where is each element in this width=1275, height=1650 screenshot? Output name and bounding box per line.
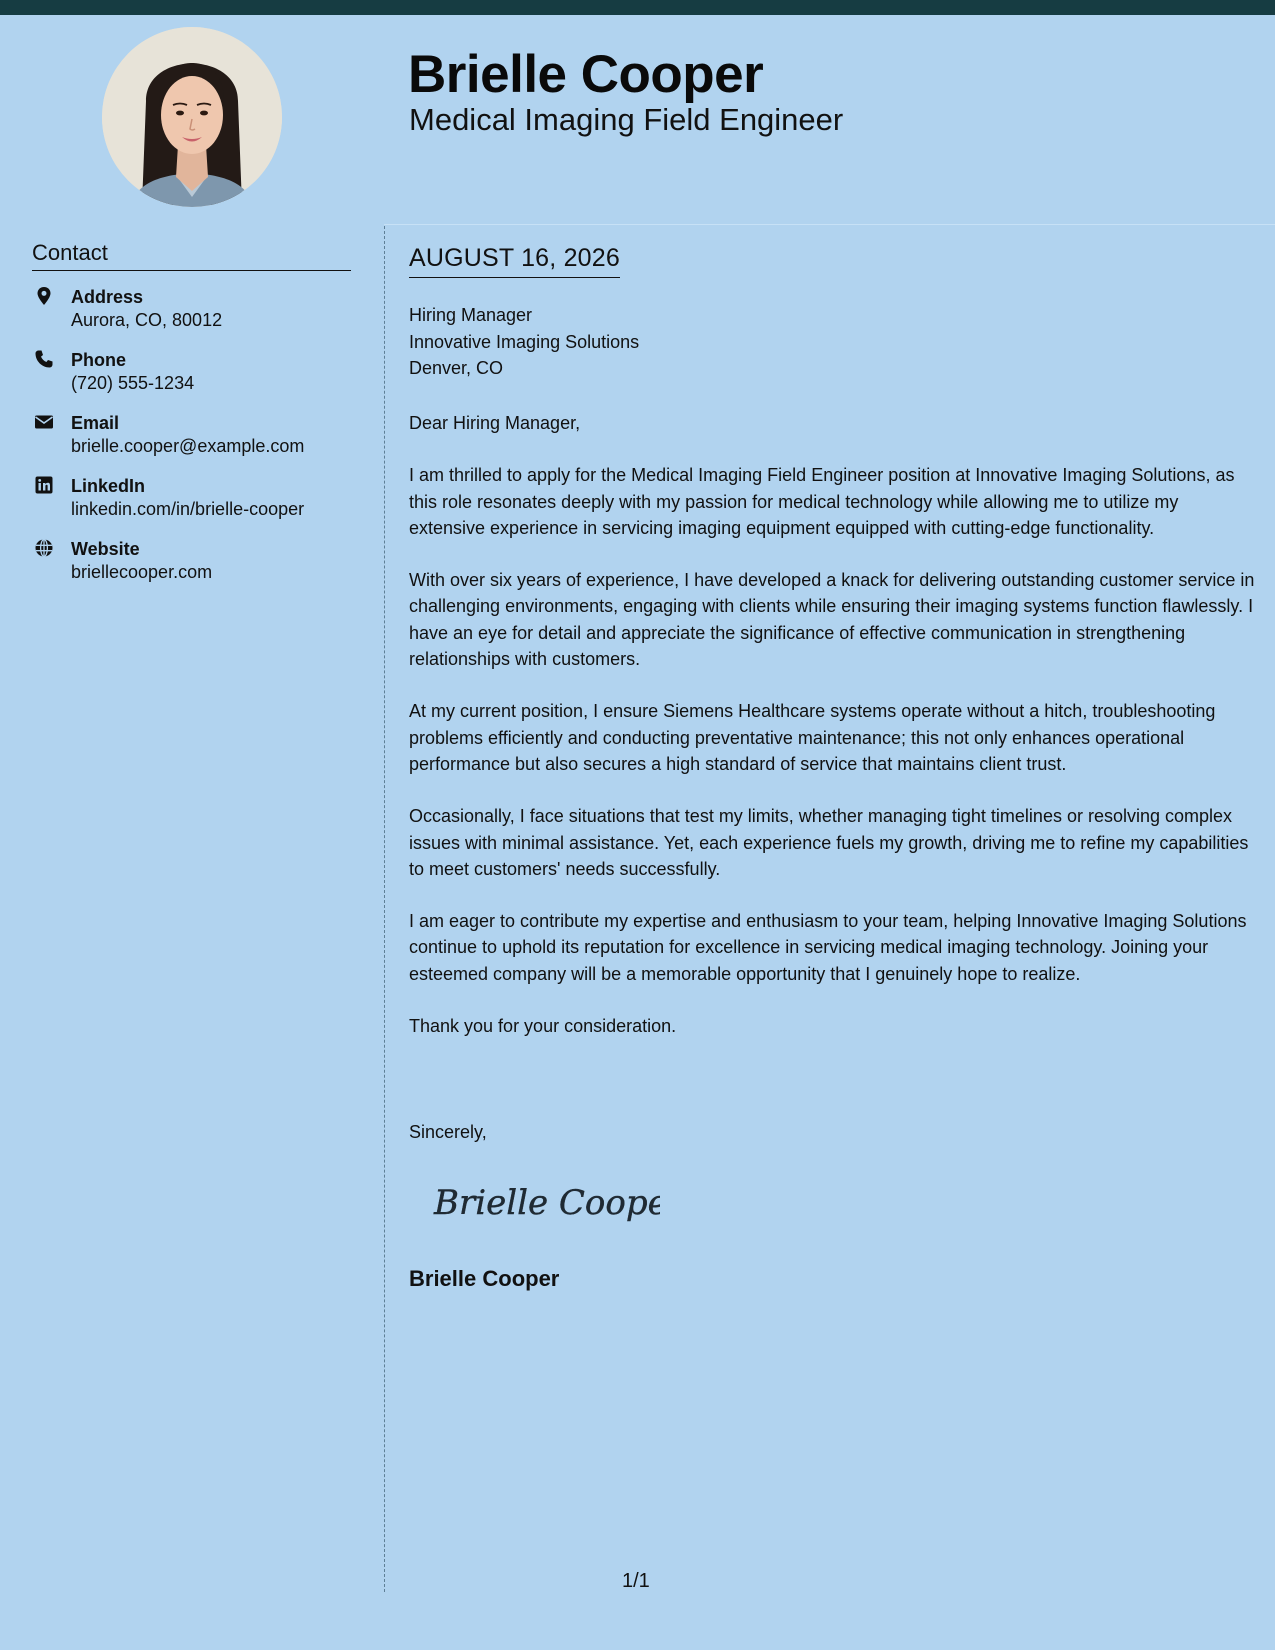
map-pin-icon <box>34 286 54 306</box>
contact-label: Email <box>71 413 120 433</box>
contact-item-website <box>32 538 362 601</box>
applicant-name: Brielle Cooper <box>408 45 764 104</box>
letter-body <box>409 410 1259 1065</box>
body-paragraph: Occasionally, I face situations that test my limits, whether managing tight timelines or resolving complex issues with minimal assistance. Yet, each experience fuels my growth, driving me to refine my capabilities to meet customers' needs successfully. <box>409 806 1249 879</box>
phone-value: (720) 555-1234 <box>71 373 195 393</box>
svg-text:Brielle Cooper: Brielle Cooper <box>434 1183 660 1223</box>
recipient-location: Denver, CO <box>409 358 504 378</box>
applicant-title: Medical Imaging Field Engineer <box>409 102 844 137</box>
salutation: Dear Hiring Manager, <box>409 413 581 433</box>
website-value: briellecooper.com <box>71 562 213 582</box>
contact-item-linkedin <box>32 475 362 538</box>
recipient-block <box>409 302 639 382</box>
contact-heading: Contact <box>32 240 351 271</box>
body-paragraph: With over six years of experience, I have developed a knack for delivering outstanding customer service in challenging environments, engaging with clients while ensuring their imaging systems function flawlessly. I have an eye for detail and appreciate the significance of effective communication in strengthening relationships with customers. <box>409 570 1255 670</box>
linkedin-icon <box>34 475 54 495</box>
envelope-icon <box>34 412 54 432</box>
closing: Sincerely, <box>409 1122 487 1142</box>
email-value: brielle.cooper@example.com <box>71 436 305 456</box>
page-indicator: 1/1 <box>622 1570 650 1592</box>
column-divider <box>384 226 385 1592</box>
recipient-company: Innovative Imaging Solutions <box>409 331 640 352</box>
header-divider <box>384 224 1275 225</box>
contact-item-address <box>32 286 362 349</box>
contact-label: Phone <box>71 350 127 370</box>
body-paragraph: I am thrilled to apply for the Medical Imaging Field Engineer position at Innovative Imaging Solutions, as this role resonates deeply with my passion for medical technology while allowing me to utilize my extensive experience in servicing imaging equipment equipped with cutting-edge functionality. <box>409 465 1235 538</box>
body-paragraph: At my current position, I ensure Siemens Healthcare systems operate without a hitch, troubleshooting problems efficiently and conducting preventative maintenance; this not only enhances operational performance but also secures a high standard of service that maintains client trust. <box>409 701 1216 774</box>
signer-name: Brielle Cooper <box>409 1266 560 1291</box>
contact-label: LinkedIn <box>71 476 146 496</box>
linkedin-value: linkedin.com/in/brielle-cooper <box>71 499 305 519</box>
handwritten-signature <box>430 1172 660 1237</box>
contact-item-phone <box>32 349 362 412</box>
contact-label: Address <box>71 287 144 307</box>
body-paragraph: I am eager to contribute my expertise and enthusiasm to your team, helping Innovative Imaging Solutions continue to uphold its reputation for excellence in servicing medical imaging technology. Joining your esteemed company will be a memorable opportunity that I genuinely hope to realize. <box>409 911 1247 984</box>
address-value: Aurora, CO, 80012 <box>71 310 223 330</box>
contact-label: Website <box>71 539 140 559</box>
globe-icon <box>34 538 54 558</box>
letter-date: AUGUST 16, 2026 <box>409 244 620 278</box>
profile-photo <box>102 27 282 207</box>
contact-item-email <box>32 412 362 475</box>
thank-you-line: Thank you for your consideration. <box>409 1016 677 1037</box>
recipient-name: Hiring Manager <box>409 305 533 325</box>
contact-list <box>32 286 362 601</box>
phone-icon <box>34 349 54 369</box>
top-accent-bar <box>0 0 1275 15</box>
